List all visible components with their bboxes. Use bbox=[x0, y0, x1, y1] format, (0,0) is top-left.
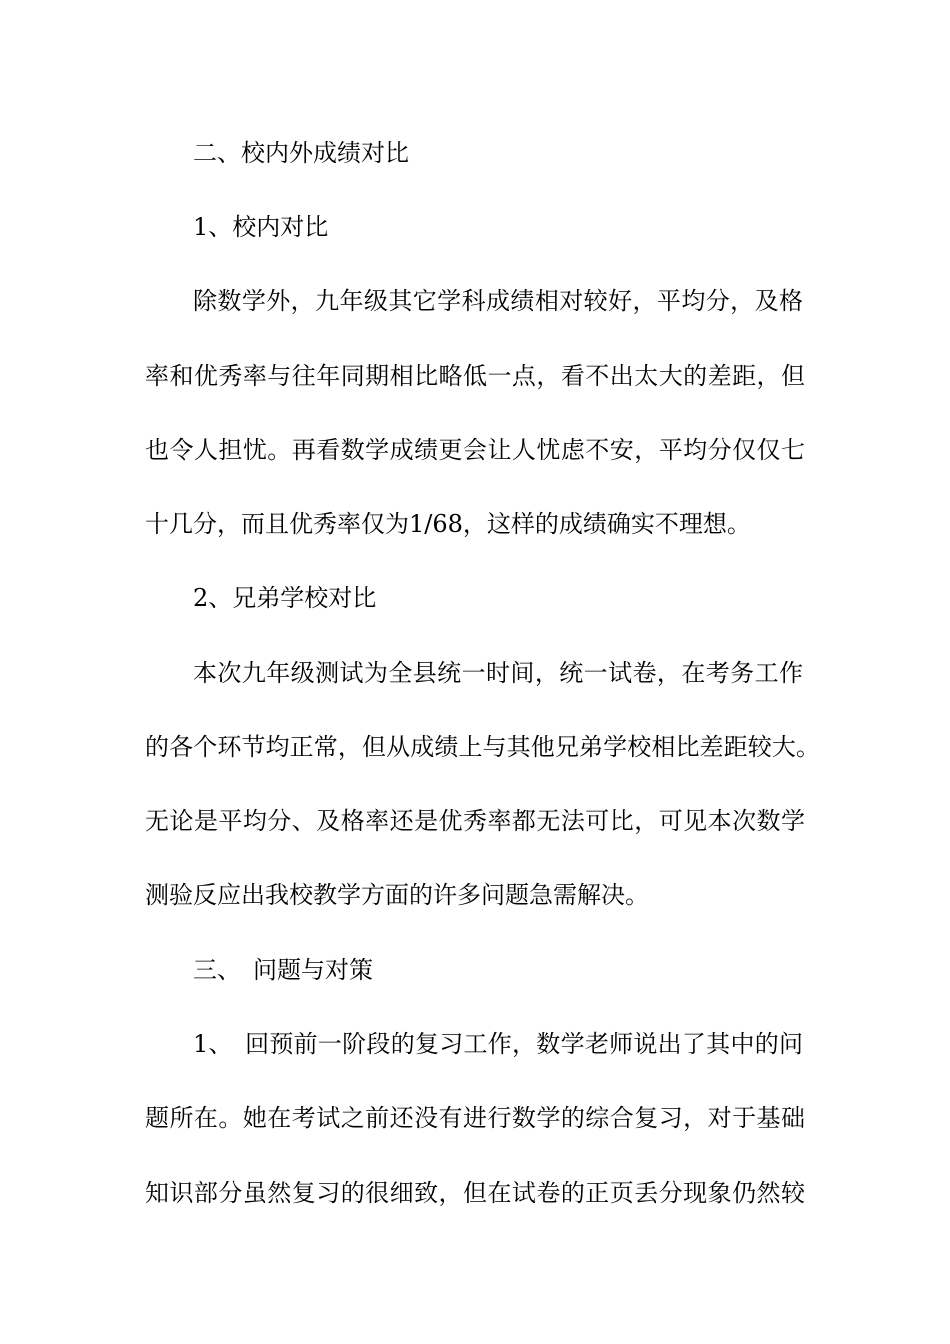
paragraph-line: 的各个环节均正常，但从成绩上与其他兄弟学校相比差距较大。 bbox=[145, 733, 820, 761]
paragraph-line: 1、 回预前一阶段的复习工作，数学老师说出了其中的问 bbox=[193, 1030, 803, 1058]
section-heading: 二、校内外成绩对比 bbox=[193, 139, 409, 167]
paragraph-line: 除数学外，九年级其它学科成绩相对较好，平均分，及格 bbox=[193, 287, 803, 315]
subsection-heading: 1、校内对比 bbox=[193, 213, 329, 241]
paragraph-line: 也令人担忧。再看数学成绩更会让人忧虑不安，平均分仅仅七 bbox=[145, 436, 805, 464]
paragraph-line: 十几分，而且优秀率仅为1/68，这样的成绩确实不理想。 bbox=[145, 510, 751, 538]
section-heading: 三、 问题与对策 bbox=[193, 956, 373, 984]
paragraph-line: 无论是平均分、及格率还是优秀率都无法可比，可见本次数学 bbox=[145, 807, 805, 835]
subsection-heading: 2、兄弟学校对比 bbox=[193, 584, 377, 612]
paragraph-line: 测验反应出我校教学方面的许多问题急需解决。 bbox=[145, 881, 649, 909]
paragraph-line: 本次九年级测试为全县统一时间，统一试卷，在考务工作 bbox=[193, 659, 803, 687]
paragraph-line: 知识部分虽然复习的很细致，但在试卷的正页丢分现象仍然较 bbox=[145, 1179, 805, 1207]
paragraph-line: 率和优秀率与往年同期相比略低一点，看不出太大的差距，但 bbox=[145, 362, 805, 390]
paragraph-line: 题所在。她在考试之前还没有进行数学的综合复习，对于基础 bbox=[145, 1104, 805, 1132]
